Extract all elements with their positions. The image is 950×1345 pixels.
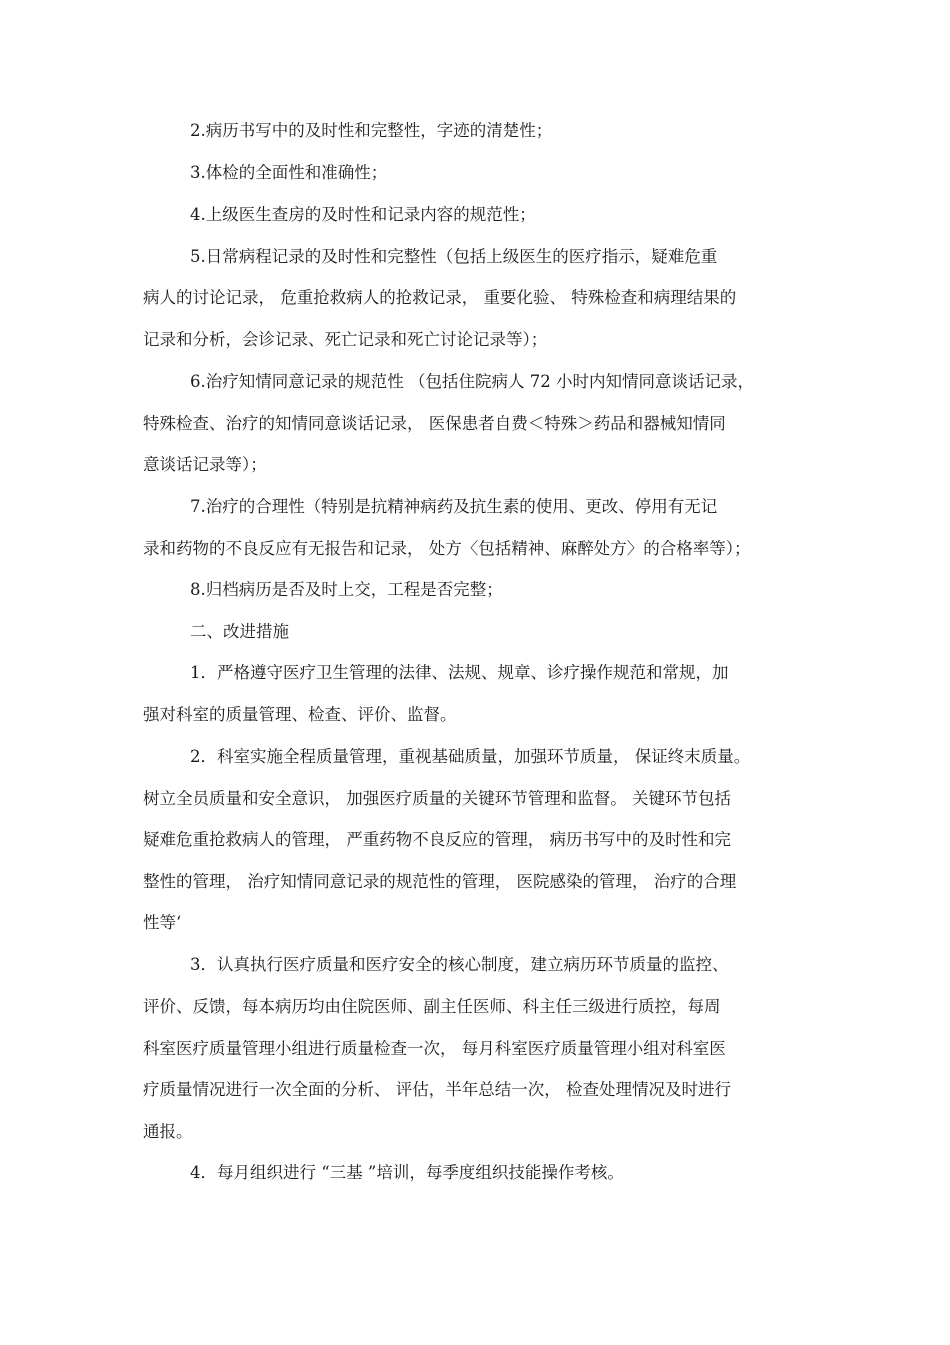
section-heading: 二、改进措施 bbox=[190, 622, 289, 641]
text-line: 强对科室的质量管理、检查、评价、监督。 bbox=[143, 705, 457, 724]
text-line: 性等‘ bbox=[143, 913, 182, 932]
text-line: 疑难危重抢救病人的管理， 严重药物不良反应的管理， 病历书写中的及时性和完 bbox=[143, 830, 731, 849]
text-line: 特殊检查、治疗的知情同意谈话记录， 医保患者自费＜特殊＞药品和器械知情同 bbox=[143, 414, 726, 433]
text-line: 7.治疗的合理性（特别是抗精神病药及抗生素的使用、更改、停用有无记 bbox=[190, 497, 718, 516]
text-line: 疗质量情况进行一次全面的分析、 评估，半年总结一次， 检查处理情况及时进行 bbox=[143, 1080, 731, 1099]
text-line: 病人的讨论记录， 危重抢救病人的抢救记录， 重要化验、 特殊检查和病理结果的 bbox=[143, 288, 737, 307]
text-line: 科室医疗质量管理小组进行质量检查一次， 每月科室医疗质量管理小组对科室医 bbox=[143, 1039, 726, 1058]
text-line: 意谈话记录等）； bbox=[143, 455, 267, 474]
text-line: 4.上级医生查房的及时性和记录内容的规范性； bbox=[190, 205, 536, 224]
text-line: 5.日常病程记录的及时性和完整性（包括上级医生的医疗指示，疑难危重 bbox=[190, 247, 718, 266]
text-line: 8.归档病历是否及时上交，工程是否完整； bbox=[190, 580, 503, 599]
text-line: 1．严格遵守医疗卫生管理的法律、法规、规章、诊疗操作规范和常规，加 bbox=[190, 663, 729, 682]
text-line: 记录和分析，会诊记录、死亡记录和死亡讨论记录等）； bbox=[143, 330, 548, 349]
text-line: 3．认真执行医疗质量和医疗安全的核心制度，建立病历环节质量的监控、 bbox=[190, 955, 729, 974]
text-line: 录和药物的不良反应有无报告和记录， 处方〈包括精神、麻醉处方〉的合格率等）； bbox=[143, 539, 751, 558]
text-line: 通报。 bbox=[143, 1122, 193, 1141]
text-line: 评价、反馈，每本病历均由住院医师、副主任医师、科主任三级进行质控，每周 bbox=[143, 997, 721, 1016]
text-line: 4．每月组织进行 “三基 ”培训，每季度组织技能操作考核。 bbox=[190, 1163, 624, 1182]
text-line: 3.体检的全面性和准确性； bbox=[190, 163, 388, 182]
text-line: 2.病历书写中的及时性和完整性，字迹的清楚性； bbox=[190, 121, 553, 140]
text-line: 6.治疗知情同意记录的规范性 （包括住院病人 72 小时内知情同意谈话记录， bbox=[190, 372, 754, 391]
text-line: 2．科室实施全程质量管理，重视基础质量，加强环节质量， 保证终末质量。 bbox=[190, 747, 751, 766]
text-line: 树立全员质量和安全意识， 加强医疗质量的关键环节管理和监督。 关键环节包括 bbox=[143, 789, 731, 808]
text-line: 整性的管理， 治疗知情同意记录的规范性的管理， 医院感染的管理， 治疗的合理 bbox=[143, 872, 737, 891]
